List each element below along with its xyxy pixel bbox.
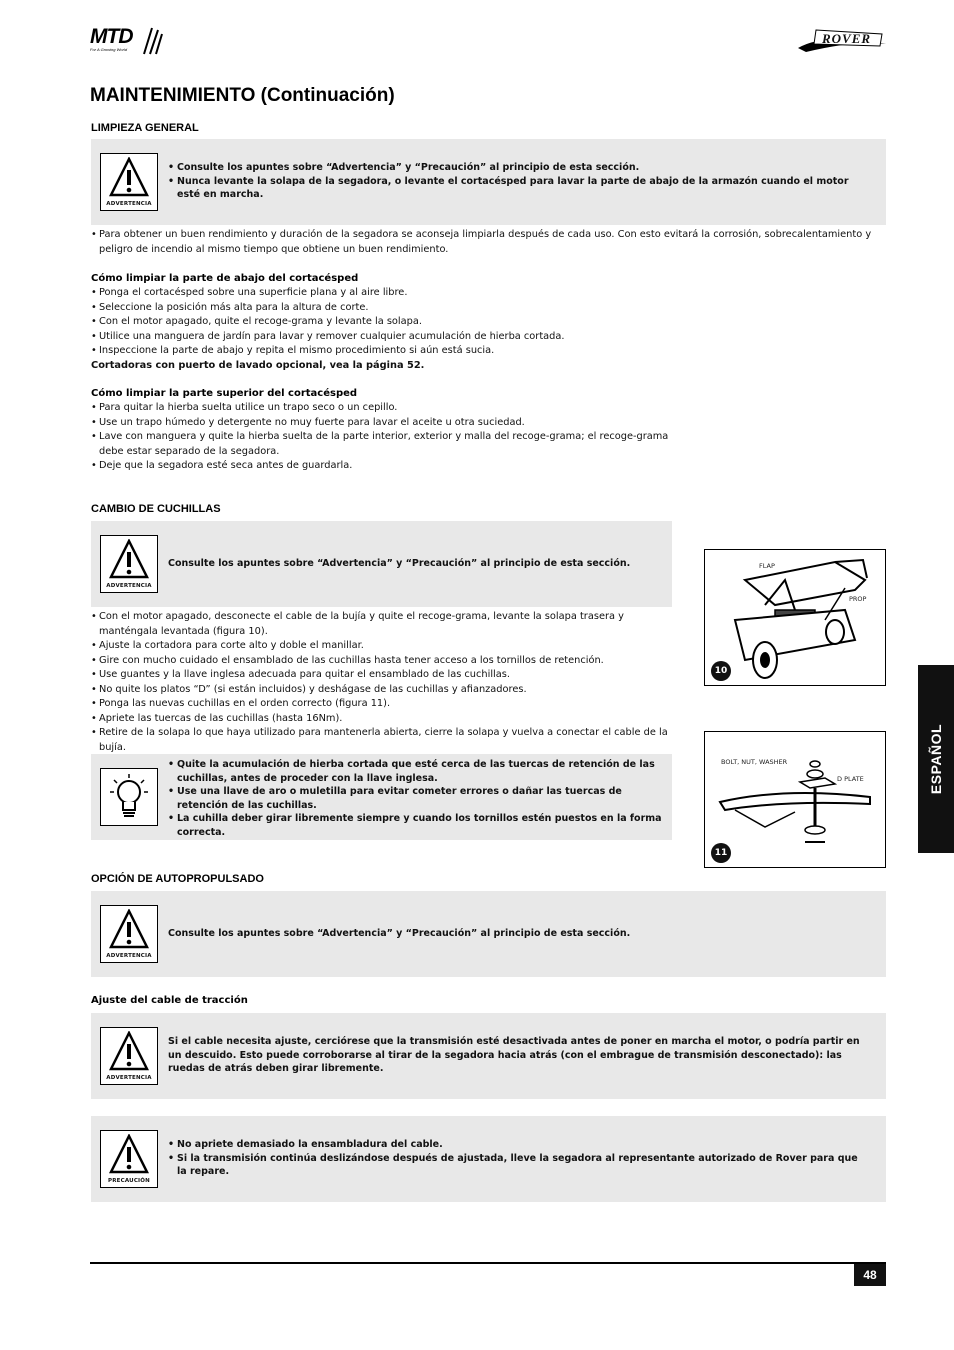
wash-port-note: Cortadoras con puerto de lavado opcional, vea la página 52. xyxy=(91,359,425,371)
caution-item: • Si la transmisión continúa deslizándose después de ajustada, lleve la segadora al representante autorizado de Rover para que la repare. xyxy=(168,1152,868,1179)
list-item: • Ponga el cortacésped sobre una superficie plana y al aire libre. xyxy=(91,286,886,301)
list-item: • Use guantes y la llave inglesa adecuada para quitar el ensamblado de las cuchillas. xyxy=(91,668,671,683)
list-item: • Use un trapo húmedo y detergente no muy fuerte para lavar el aceite u otra suciedad. xyxy=(91,416,671,431)
warning-icon-badge xyxy=(100,153,158,211)
warning-box-blades xyxy=(91,521,672,607)
figure-10 xyxy=(704,549,886,686)
language-side-tab xyxy=(918,665,954,853)
list-item: • Deje que la segadora esté seca antes de guardarla. xyxy=(91,459,671,474)
rover-logo xyxy=(796,24,888,58)
mower-flap-drawing xyxy=(705,550,885,685)
warning-triangle-icon xyxy=(109,909,149,951)
figure-number-badge: 10 xyxy=(711,661,731,681)
language-label: ESPAÑOL xyxy=(928,723,944,795)
caution-item: • No apriete demasiado la ensambladura del cable. xyxy=(168,1138,868,1152)
list-item: • Gire con mucho cuidado el ensamblado de las cuchillas hasta tener acceso a los tornillos de retención. xyxy=(91,654,671,669)
warning-item: • Consulte los apuntes sobre “Advertencia” y “Precaución” al principio de esta sección. xyxy=(168,161,873,175)
tip-item: • Quite la acumulación de hierba cortada que esté cerca de las tuercas de retención de las cuchillas, antes de proceder con la llave inglesa. xyxy=(168,758,663,785)
warning-text-blades: Consulte los apuntes sobre “Advertencia” y “Precaución” al principio de esta sección. xyxy=(168,558,631,569)
warning-text-general xyxy=(168,161,873,202)
list-item: • Para quitar la hierba suelta utilice un trapo seco o un cepillo. xyxy=(91,401,671,416)
warning-box-selfprop xyxy=(91,891,886,977)
list-item: • Con el motor apagado, desconecte el cable de la bujía y quite el recoge-grama, levante la solapa trasera y manténgala levantada (figura 10). xyxy=(91,610,671,639)
list-item: • Utilice una manguera de jardín para lavar y remover cualquier acumulación de hierba cortada. xyxy=(91,330,886,345)
mtd-logo-text: MTD xyxy=(90,25,133,48)
warning-text-selfprop: Consulte los apuntes sobre “Advertencia” y “Precaución” al principio de esta sección. xyxy=(168,928,631,939)
general-intro xyxy=(91,228,886,257)
caution-icon-badge xyxy=(100,1130,158,1188)
blade-assembly-drawing xyxy=(705,732,885,867)
warning-triangle-icon xyxy=(109,539,149,581)
fig10-label-flap: FLAP xyxy=(759,562,775,570)
mtd-swoosh-icon xyxy=(142,26,164,56)
section-heading-general-cleaning: LIMPIEZA GENERAL xyxy=(91,122,199,134)
warning-box-cable xyxy=(91,1013,886,1099)
list-item: • Seleccione la posición más alta para la altura de corte. xyxy=(91,301,886,316)
warning-item: • Nunca levante la solapa de la segadora, o levante el cortacésped para lavar la parte de abajo de la armazón cuando el motor esté en marcha. xyxy=(168,175,873,202)
tip-box-blades xyxy=(91,754,672,840)
footer-rule xyxy=(90,1262,886,1264)
tip-icon-badge xyxy=(100,768,158,826)
warning-icon-caption: ADVERTENCIA xyxy=(106,1075,152,1081)
list-item: • Apriete las tuercas de las cuchillas (hasta 16Nm). xyxy=(91,712,671,727)
mtd-logo xyxy=(90,26,162,60)
list-item: • Lave con manguera y quite la hierba suelta de la parte interior, exterior y malla del recoge-grama; el recoge-grama debe estar separado de la segadora. xyxy=(91,430,671,459)
caution-triangle-icon xyxy=(109,1134,149,1176)
list-item: • No quite los platos “D” (si están incluidos) y deshágase de las cuchillas y afianzadores. xyxy=(91,683,671,698)
warning-box-general xyxy=(91,139,886,225)
warning-icon-badge xyxy=(100,1027,158,1085)
list-item: • Retire de la solapa lo que haya utilizado para mantenerla abierta, cierre la solapa y vuelva a conectar el cable de la bujía. xyxy=(91,726,671,755)
figure-number-badge: 11 xyxy=(711,843,731,863)
intro-item: • Para obtener un buen rendimiento y duración de la segadora se aconseja limpiarla después de cada uso. Con esto evitará la corrosión, sobrecalentamiento y peligro de incendio al mismo tiempo que obtiene un buen rendimiento. xyxy=(91,228,886,257)
section-heading-self-propelled: OPCIÓN DE AUTOPROPULSADO xyxy=(91,873,264,885)
subheading-top-cleaning: Cómo limpiar la parte superior del cortacésped xyxy=(91,388,358,399)
blade-change-steps xyxy=(91,610,671,755)
tip-item: • Use una llave de aro o muletilla para evitar cometer errores o dañar las tuercas de retención de las cuchillas. xyxy=(168,785,663,812)
caution-text-cable xyxy=(168,1138,868,1179)
under-cleaning-list xyxy=(91,286,886,373)
caution-box-cable xyxy=(91,1116,886,1202)
warning-icon-badge xyxy=(100,535,158,593)
tip-item: • La cuhilla deber girar libremente siempre y cuando los tornillos estén puestos en la forma correcta. xyxy=(168,812,663,839)
section-heading-blade-change: CAMBIO DE CUCHILLAS xyxy=(91,503,221,515)
top-cleaning-list xyxy=(91,401,671,474)
warning-triangle-icon xyxy=(109,1031,149,1073)
warning-text-cable: Si el cable necesita ajuste, cerciórese que la transmisión esté desactivada antes de poner en marcha el motor, o podría partir en un descuido. Esto puede corroborarse al tirar de la segadora hacia atrás (con el embrague de transmisión desconectado): las ruedas de atrás deben girar libremente. xyxy=(168,1036,860,1074)
list-item: • Ponga las nuevas cuchillas en el orden correcto (figura 11). xyxy=(91,697,671,712)
fig10-label-prop: PROP xyxy=(849,595,867,603)
warning-triangle-icon xyxy=(109,157,149,199)
warning-icon-badge xyxy=(100,905,158,963)
page-title: MAINTENIMIENTO (Continuación) xyxy=(90,85,395,106)
page-number: 48 xyxy=(854,1264,886,1286)
list-item: • Ajuste la cortadora para corte alto y doble el manillar. xyxy=(91,639,671,654)
list-item: • Con el motor apagado, quite el recoge-grama y levante la solapa. xyxy=(91,315,886,330)
mtd-tagline: For A Growing World xyxy=(90,47,128,52)
subheading-cable-adjust: Ajuste del cable de tracción xyxy=(91,995,248,1006)
caution-icon-caption: PRECAUCIÓN xyxy=(108,1178,150,1184)
warning-icon-caption: ADVERTENCIA xyxy=(106,201,152,207)
list-item: • Inspeccione la parte de abajo y repita el mismo procedimiento si aún está sucia. xyxy=(91,344,886,359)
rover-logo-text: ROVER xyxy=(822,31,872,46)
subheading-under-cleaning: Cómo limpiar la parte de abajo del cortacésped xyxy=(91,273,359,284)
lightbulb-icon xyxy=(108,772,150,824)
fig11-label-bolt: BOLT, NUT, WASHER xyxy=(721,758,788,766)
fig11-label-dplate: D PLATE xyxy=(837,775,864,783)
warning-icon-caption: ADVERTENCIA xyxy=(106,953,152,959)
figure-11 xyxy=(704,731,886,868)
tip-text-blades xyxy=(168,758,663,839)
warning-icon-caption: ADVERTENCIA xyxy=(106,583,152,589)
